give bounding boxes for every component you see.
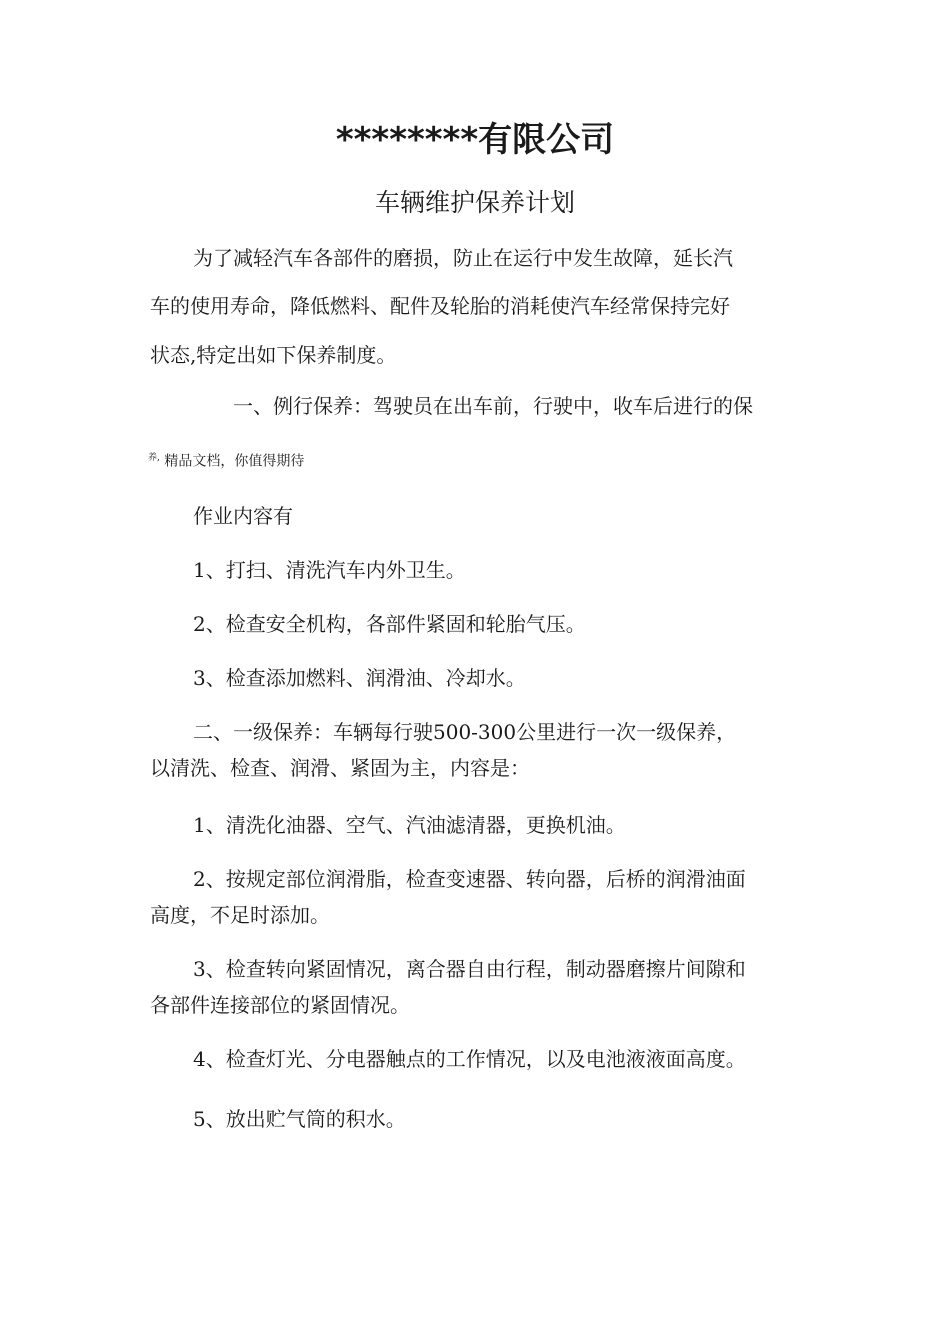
routine-item-1: 1、打扫、清洗汽车内外卫生。 [193, 558, 466, 582]
routine-continuation-small: 养, [148, 453, 160, 463]
level-one-heading-line-1: 二、一级保养：车辆每行驶500-300公里进行一次一级保养， [193, 720, 737, 744]
routine-item-2: 2、检查安全机构，各部件紧固和轮胎气压。 [193, 612, 586, 636]
routine-items-heading: 作业内容有 [193, 504, 293, 528]
intro-line-1: 为了减轻汽车各部件的磨损，防止在运行中发生故障，延长汽 [193, 246, 733, 270]
level-one-item-4: 4、检查灯光、分电器触点的工作情况，以及电池液液面高度。 [193, 1047, 746, 1071]
company-name: ********有限公司 [335, 120, 615, 160]
level-one-item-2-line-1: 2、按规定部位润滑脂，检查变速器、转向器，后桥的润滑油面 [193, 867, 746, 891]
level-one-item-3-line-1: 3、检查转向紧固情况，离合器自由行程，制动器磨擦片间隙和 [193, 957, 746, 981]
level-one-item-3-line-2: 各部件连接部位的紧固情况。 [150, 993, 410, 1017]
watermark-text: 精品文档，你值得期待 [164, 453, 305, 470]
level-one-item-1: 1、清洗化油器、空气、汽油滤清器，更换机油。 [193, 813, 626, 837]
routine-continuation [148, 449, 304, 471]
intro-line-3: 状态,特定出如下保养制度。 [150, 343, 397, 367]
routine-item-3: 3、检查添加燃料、润滑油、冷却水。 [193, 666, 526, 690]
level-one-heading-line-2: 以清洗、检查、润滑、紧固为主，内容是： [150, 756, 530, 780]
level-one-item-5: 5、放出贮气筒的积水。 [193, 1107, 406, 1131]
document-title: 车辆维护保养计划 [374, 188, 575, 217]
routine-heading: 一、例行保养：驾驶员在出车前，行驶中，收车后进行的保 [233, 394, 753, 418]
level-one-item-2-line-2: 高度，不足时添加。 [150, 903, 330, 927]
intro-line-2: 车的使用寿命，降低燃料、配件及轮胎的消耗使汽车经常保持完好 [150, 294, 730, 318]
